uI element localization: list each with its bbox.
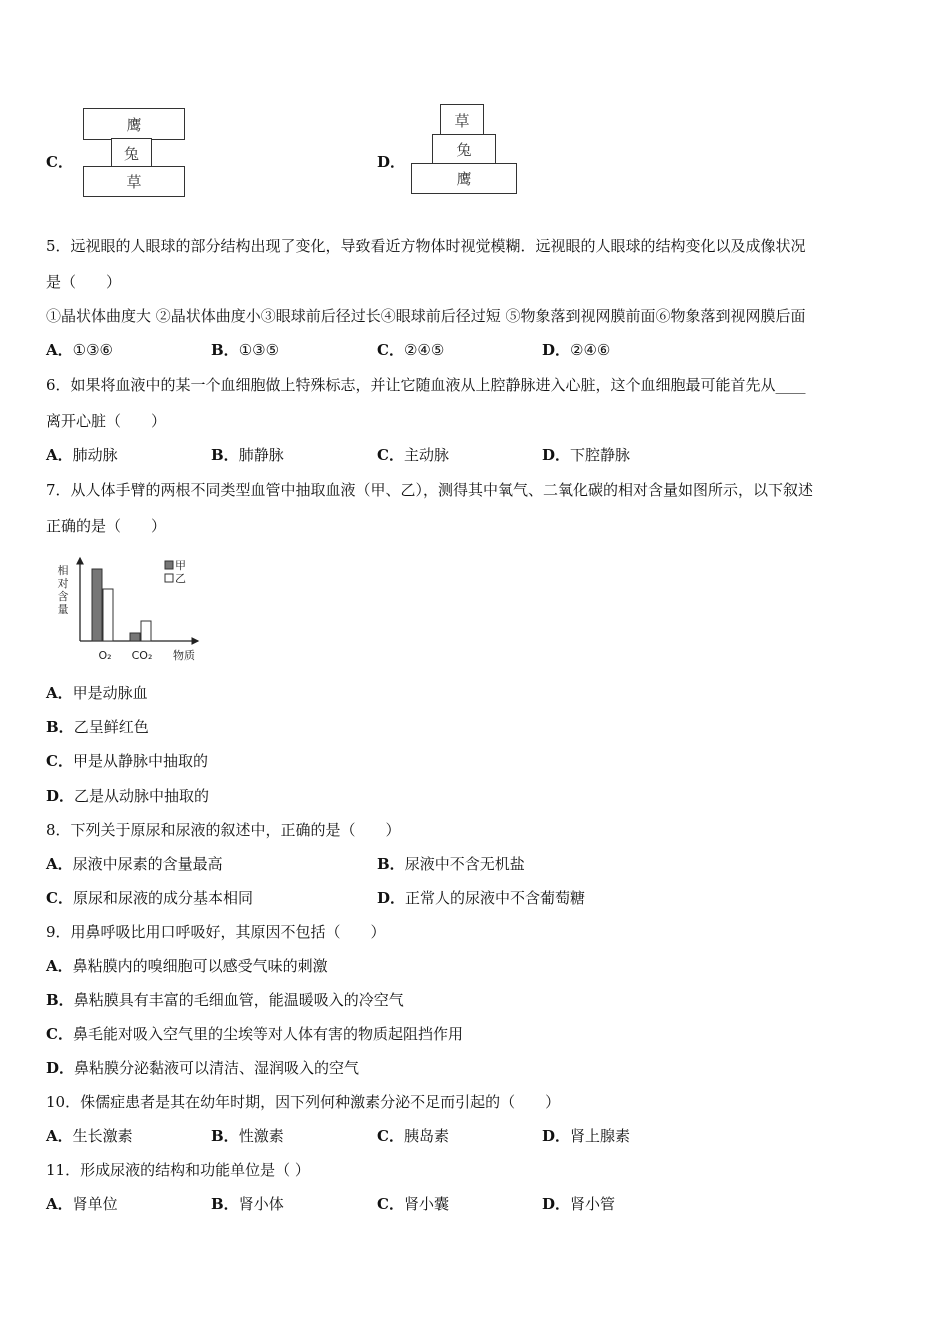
bar-jia-0	[92, 569, 102, 641]
q7-option-d[interactable]: D．乙是从动脉中抽取的	[46, 787, 210, 805]
x-tick-label-o2: O₂	[98, 649, 112, 662]
q5-stem-line2: 是（ ）	[46, 273, 122, 291]
q6-option-c[interactable]: C．主动脉	[377, 446, 449, 464]
pyramid-c-bottom: 草	[83, 166, 185, 197]
y-axis-label	[58, 563, 69, 616]
x-axis-label: 物质	[173, 649, 195, 662]
q5-option-b[interactable]: B．①③⑤	[211, 341, 280, 359]
legend-swatch-jia	[165, 561, 173, 569]
q9-option-c[interactable]: C．鼻毛能对吸入空气里的尘埃等对人体有害的物质起阻挡作用	[46, 1025, 463, 1043]
q8-option-c[interactable]: C．原尿和尿液的成分基本相同	[46, 889, 253, 907]
y-axis-label-char: 对	[57, 577, 69, 590]
q8-option-d[interactable]: D．正常人的尿液中不含葡萄糖	[377, 889, 586, 907]
y-axis-label-char: 相	[57, 564, 69, 577]
pyramid-d-middle: 兔	[432, 134, 496, 165]
q4-option-d-label: D．	[377, 153, 406, 171]
q11-option-b[interactable]: B．肾小体	[211, 1195, 284, 1213]
q10-option-d[interactable]: D．肾上腺素	[542, 1127, 631, 1145]
q5-option-d[interactable]: D．②④⑥	[542, 341, 611, 359]
y-axis-label-char: 含	[57, 590, 69, 603]
q11-option-d[interactable]: D．肾小管	[542, 1195, 616, 1213]
q11-option-a[interactable]: A．肾单位	[46, 1195, 118, 1213]
q7-bar-chart	[46, 552, 206, 667]
q6-option-b[interactable]: B．肺静脉	[211, 446, 284, 464]
pyramid-d-bottom: 鹰	[411, 163, 517, 194]
legend-swatch-yi	[165, 574, 173, 582]
q11-stem: 11．形成尿液的结构和功能单位是（ ）	[46, 1161, 310, 1179]
q7-option-b[interactable]: B．乙呈鲜红色	[46, 718, 149, 736]
bar-yi-0	[103, 589, 113, 641]
q8-option-a[interactable]: A．尿液中尿素的含量最高	[46, 855, 223, 873]
q6-stem-line2: 离开心脏（ ）	[46, 412, 167, 430]
q8-stem: 8．下列关于原尿和尿液的叙述中，正确的是（ ）	[46, 821, 401, 839]
q7-stem-line1: 7．从人体手臂的两根不同类型血管中抽取血液（甲、乙），测得其中氧气、二氧化碳的相对含量如图所示，以下叙述	[46, 481, 814, 499]
q9-option-b[interactable]: B．鼻粘膜具有丰富的毛细血管，能温暖吸入的冷空气	[46, 991, 404, 1009]
q10-option-b[interactable]: B．性激素	[211, 1127, 284, 1145]
q6-stem-line1: 6．如果将血液中的某一个血细胞做上特殊标志，并让它随血液从上腔静脉进入心脏，这个血细胞最可能首先从____	[46, 376, 806, 394]
q5-option-c[interactable]: C．②④⑤	[377, 341, 445, 359]
q10-option-c[interactable]: C．胰岛素	[377, 1127, 449, 1145]
bar-jia-1	[130, 633, 140, 641]
y-axis-label-char: 量	[57, 603, 69, 616]
q10-option-a[interactable]: A．生长激素	[46, 1127, 133, 1145]
q8-option-b[interactable]: B．尿液中不含无机盐	[377, 855, 525, 873]
q9-stem: 9．用鼻呼吸比用口呼吸好，其原因不包括（ ）	[46, 923, 386, 941]
legend-label-yi: 乙	[175, 572, 186, 585]
q7-option-a[interactable]: A．甲是动脉血	[46, 684, 148, 702]
pyramid-d-top: 草	[440, 104, 484, 136]
q5-stem-line1: 5．远视眼的人眼球的部分结构出现了变化，导致看近方物体时视觉模糊．远视眼的人眼球的结构变化以及成像状况	[46, 237, 806, 255]
q9-option-a[interactable]: A．鼻粘膜内的嗅细胞可以感受气味的刺激	[46, 957, 328, 975]
chart-legend	[165, 559, 186, 585]
pyramid-c-top: 鹰	[83, 108, 185, 140]
bar-yi-1	[141, 621, 151, 641]
q6-option-d[interactable]: D．下腔静脉	[542, 446, 631, 464]
x-tick-label-co2: CO₂	[131, 649, 153, 662]
q9-option-d[interactable]: D．鼻粘膜分泌黏液可以清洁、湿润吸入的空气	[46, 1059, 360, 1077]
pyramid-c-middle: 兔	[111, 138, 152, 168]
q6-option-a[interactable]: A．肺动脉	[46, 446, 118, 464]
q4-option-c-label: C．	[46, 153, 73, 171]
legend-label-jia: 甲	[175, 559, 186, 572]
q7-option-c[interactable]: C．甲是从静脉中抽取的	[46, 752, 208, 770]
q7-stem-line2: 正确的是（ ）	[46, 517, 167, 535]
q11-option-c[interactable]: C．肾小囊	[377, 1195, 449, 1213]
q5-items: ①晶状体曲度大 ②晶状体曲度小③眼球前后径过长④眼球前后径过短 ⑤物象落到视网膜前面⑥物象落到视网膜后面	[46, 307, 806, 325]
q5-option-a[interactable]: A．①③⑥	[46, 341, 113, 359]
q10-stem: 10．侏儒症患者是其在幼年时期，因下列何种激素分泌不足而引起的（ ）	[46, 1093, 561, 1111]
